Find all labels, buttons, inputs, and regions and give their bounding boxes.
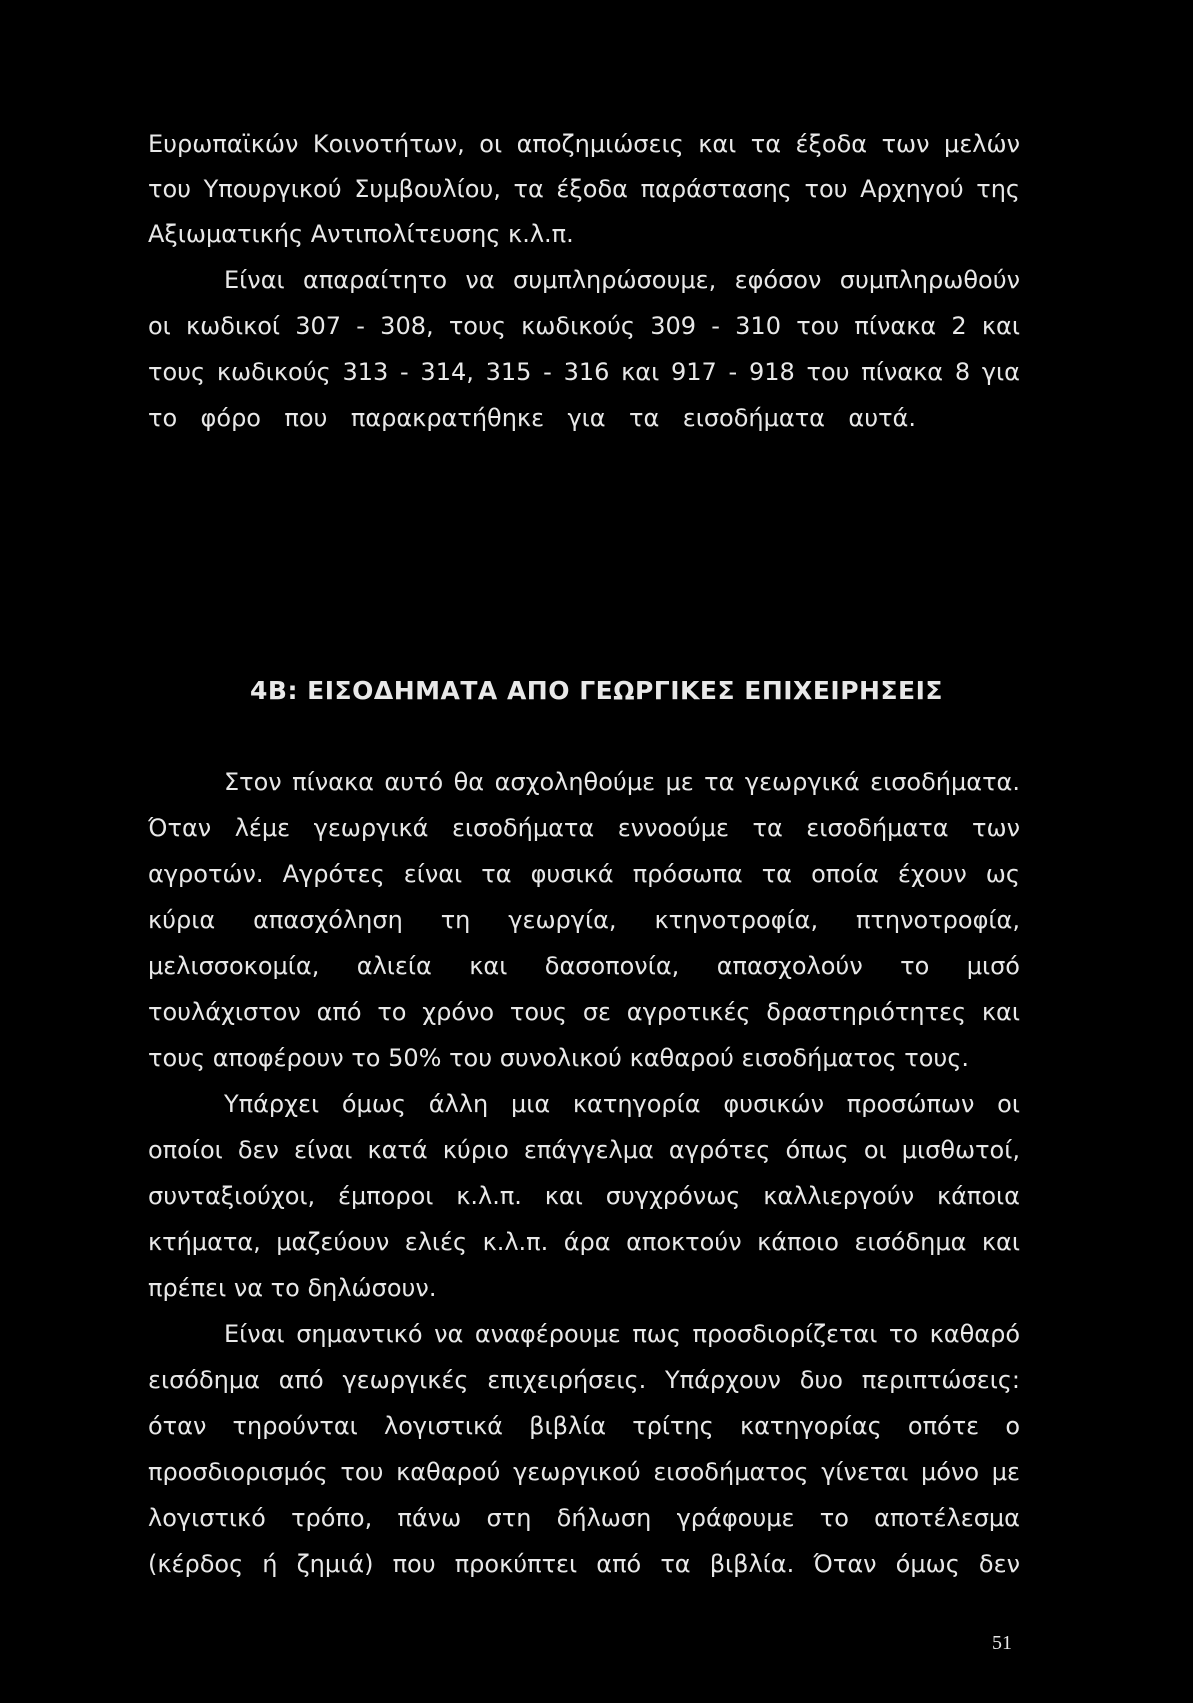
text-line: Στον πίνακα αυτό θα ασχοληθούμε με τα γεωργικά εισοδήματα. bbox=[224, 768, 1020, 796]
page-number: 51 bbox=[992, 1632, 1012, 1654]
text-line: εισόδημα από γεωργικές επιχειρήσεις. Υπάρχουν δυο περιπτώσεις: bbox=[148, 1366, 1020, 1394]
text-line: οποίοι δεν είναι κατά κύριο επάγγελμα αγρότες όπως οι μισθωτοί, bbox=[148, 1136, 1020, 1164]
text-line: όταν τηρούνται λογιστικά βιβλία τρίτης κατηγορίας οπότε ο bbox=[148, 1412, 1020, 1440]
text-line: κύρια απασχόληση τη γεωργία, κτηνοτροφία, πτηνοτροφία, bbox=[148, 906, 1020, 934]
text-line: κτήματα, μαζεύουν ελιές κ.λ.π. άρα αποκτούν κάποιο εισόδημα και bbox=[148, 1228, 1020, 1256]
text-line: του Υπουργικού Συμβουλίου, τα έξοδα παράστασης του Αρχηγού της bbox=[148, 175, 1020, 203]
text-line: Ευρωπαϊκών Κοινοτήτων, οι αποζημιώσεις και τα έξοδα των μελών bbox=[148, 130, 1020, 158]
text-line: οι κωδικοί 307 - 308, τους κωδικούς 309 - 310 του πίνακα 2 και bbox=[148, 312, 1020, 340]
text-line: το φόρο που παρακρατήθηκε για τα εισοδήματα αυτά. bbox=[148, 404, 916, 432]
text-line: Είναι απαραίτητο να συμπληρώσουμε, εφόσον συμπληρωθούν bbox=[224, 266, 1020, 294]
text-line: μελισσοκομία, αλιεία και δασοπονία, απασχολούν το μισό bbox=[148, 952, 1020, 980]
text-line: τους αποφέρουν το 50% του συνολικού καθαρού εισοδήματος τους. bbox=[148, 1044, 970, 1072]
text-line: αγροτών. Αγρότες είναι τα φυσικά πρόσωπα τα οποία έχουν ως bbox=[148, 860, 1020, 888]
text-line: Υπάρχει όμως άλλη μια κατηγορία φυσικών προσώπων οι bbox=[224, 1090, 1020, 1118]
text-line: τουλάχιστον από το χρόνο τους σε αγροτικές δραστηριότητες και bbox=[148, 998, 1020, 1026]
section-heading: 4Β: ΕΙΣΟΔΗΜΑΤΑ ΑΠΟ ΓΕΩΡΓΙΚΕΣ ΕΠΙΧΕΙΡΗΣΕΙΣ bbox=[250, 676, 943, 705]
text-line: Αξιωματικής Αντιπολίτευσης κ.λ.π. bbox=[148, 220, 574, 248]
text-line: τους κωδικούς 313 - 314, 315 - 316 και 917 - 918 του πίνακα 8 για bbox=[148, 358, 1020, 386]
text-line: Είναι σημαντικό να αναφέρουμε πως προσδιορίζεται το καθαρό bbox=[224, 1320, 1020, 1348]
text-line: Όταν λέμε γεωργικά εισοδήματα εννοούμε τα εισοδήματα των bbox=[148, 814, 1020, 842]
text-line: (κέρδος ή ζημιά) που προκύπτει από τα βιβλία. Όταν όμως δεν bbox=[148, 1550, 1020, 1578]
text-line: λογιστικό τρόπο, πάνω στη δήλωση γράφουμε το αποτέλεσμα bbox=[148, 1504, 1020, 1532]
text-line: πρέπει να το δηλώσουν. bbox=[148, 1274, 437, 1302]
text-line: προσδιορισμός του καθαρού γεωργικού εισοδήματος γίνεται μόνο με bbox=[148, 1458, 1020, 1486]
text-line: συνταξιούχοι, έμποροι κ.λ.π. και συγχρόνως καλλιεργούν κάποια bbox=[148, 1182, 1020, 1210]
